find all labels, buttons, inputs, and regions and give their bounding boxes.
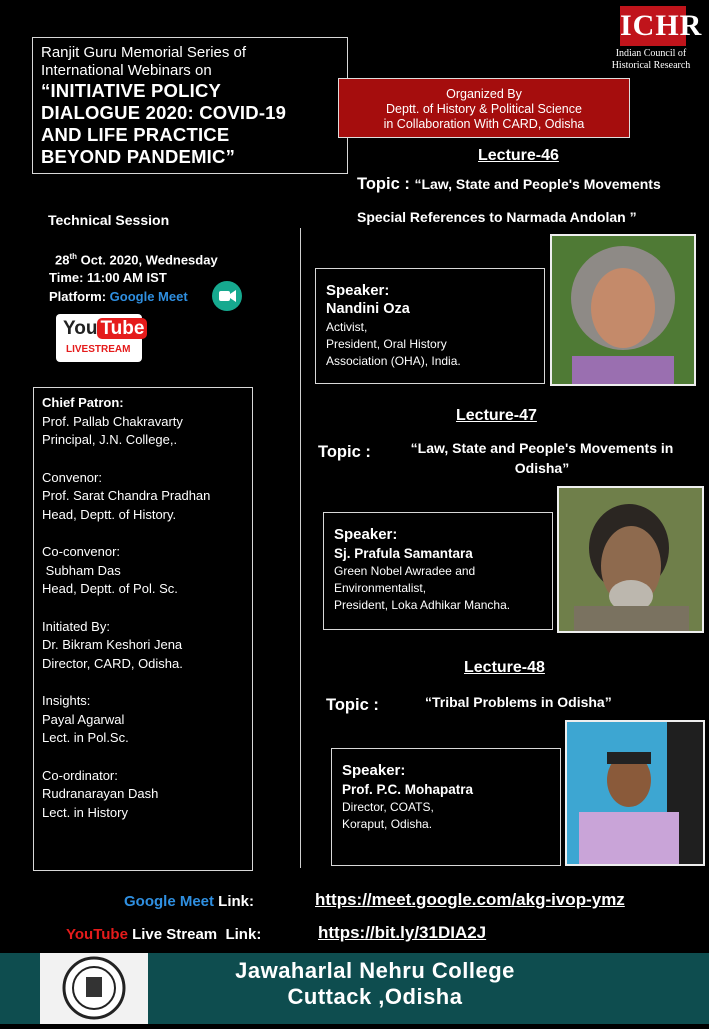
youtube-word: YouTube bbox=[66, 926, 128, 943]
lecture-48-topic-label: Topic : bbox=[326, 696, 379, 714]
ichr-caption bbox=[596, 48, 706, 72]
committee-position: Head, Deptt. of History. bbox=[42, 506, 177, 522]
session-date bbox=[55, 247, 218, 269]
webinar-title-line-3: AND LIFE PRACTICE bbox=[41, 124, 230, 145]
committee-person: Prof. Pallab Chakravarty bbox=[42, 413, 183, 429]
committee-role: Insights: bbox=[42, 693, 91, 708]
google-meet-icon bbox=[212, 281, 242, 311]
google-meet-link-label bbox=[124, 893, 254, 910]
ichr-logo: ICHR bbox=[620, 6, 686, 46]
platform-label: Platform: bbox=[49, 289, 110, 304]
link-suffix: Link: bbox=[214, 893, 255, 910]
lecture-47-title: Lecture-47 bbox=[456, 407, 537, 424]
lecture-46-speaker-box bbox=[315, 268, 545, 384]
topic-label: Topic : bbox=[357, 175, 415, 193]
speaker-detail: Activist, bbox=[326, 320, 368, 334]
lecture-47-topic-text bbox=[392, 438, 692, 478]
committee-role: Co-convenor: bbox=[42, 544, 121, 559]
session-platform bbox=[49, 287, 188, 306]
session-date-day: 28 bbox=[55, 252, 70, 268]
link-suffix: Live Stream Link: bbox=[127, 926, 262, 943]
topic-text-line-2: Odisha” bbox=[514, 460, 570, 476]
session-date-rest: Oct. 2020, Wednesday bbox=[77, 252, 218, 268]
webinar-title-line-1: “INITIATIVE POLICY bbox=[41, 80, 222, 101]
committee-position: Director, CARD, Odisha. bbox=[42, 655, 183, 671]
committee-coordinator bbox=[42, 767, 244, 823]
committee-position: Lect. in Pol.Sc. bbox=[42, 730, 129, 745]
series-line-2: International Webinars on bbox=[41, 62, 212, 79]
organizer-department: Deptt. of History & Political Science bbox=[386, 102, 582, 116]
platform-value: Google Meet bbox=[109, 289, 188, 304]
committee-role: Convenor: bbox=[42, 469, 102, 485]
speaker-label: Speaker: bbox=[326, 282, 390, 299]
google-meet-word: Google Meet bbox=[124, 893, 215, 910]
webinar-title-line-2: DIALOGUE 2020: COVID-19 bbox=[41, 102, 287, 123]
speaker-detail: Association (OHA), India. bbox=[326, 354, 461, 368]
lecture-46-title: Lecture-46 bbox=[478, 147, 559, 164]
speaker-photo-prafula-samantara bbox=[557, 486, 704, 633]
speaker-detail: Environmentalist, bbox=[334, 581, 427, 595]
committee-role: Co-ordinator: bbox=[42, 767, 118, 783]
organized-by-label: Organized By bbox=[446, 87, 522, 101]
lecture-47-topic-label: Topic : bbox=[318, 443, 371, 461]
speaker-detail: President, Loka Adhikar Mancha. bbox=[334, 598, 511, 612]
livestream-label: LIVESTREAM bbox=[66, 344, 131, 355]
committee-position: Lect. in History bbox=[42, 804, 128, 820]
committee-chief-patron bbox=[42, 394, 244, 450]
speaker-detail: President, Oral History bbox=[326, 337, 447, 351]
speaker-name: Prof. P.C. Mohapatra bbox=[342, 782, 474, 797]
speaker-photo-pc-mohapatra bbox=[565, 720, 705, 866]
technical-session-label: Technical Session bbox=[48, 212, 170, 228]
committee-convenor bbox=[42, 469, 244, 525]
speaker-detail: Green Nobel Awradee and bbox=[334, 564, 476, 578]
committee-co-convenor bbox=[42, 543, 244, 599]
lecture-48-title: Lecture-48 bbox=[464, 659, 545, 676]
google-meet-link[interactable]: https://meet.google.com/akg-ivop-ymz bbox=[315, 890, 625, 909]
series-line-1: Ranjit Guru Memorial Series of bbox=[41, 44, 247, 61]
series-title-box bbox=[32, 37, 348, 174]
college-name-line-1: Jawaharlal Nehru College bbox=[235, 958, 515, 983]
committee-box bbox=[33, 387, 253, 871]
committee-person: Payal Agarwal bbox=[42, 711, 125, 727]
session-time: Time: 11:00 AM IST bbox=[49, 270, 167, 285]
topic-text-line-1: “Law, State and People's Movements bbox=[414, 176, 661, 192]
lecture-46-topic-line-2: Special References to Narmada Andolan ” bbox=[357, 209, 637, 225]
speaker-name: Nandini Oza bbox=[326, 301, 410, 317]
youtube-logo-text: You Tube bbox=[63, 318, 147, 340]
college-name-line-2: Cuttack ,Odisha bbox=[287, 984, 463, 1009]
speaker-detail: Director, COATS, bbox=[342, 800, 434, 814]
committee-person: Rudranarayan Dash bbox=[42, 786, 159, 801]
college-seal bbox=[40, 953, 148, 1024]
committee-role: Chief Patron: bbox=[42, 395, 124, 410]
speaker-label: Speaker: bbox=[334, 526, 398, 543]
committee-person: Subham Das bbox=[42, 562, 121, 578]
committee-insights bbox=[42, 692, 244, 748]
speaker-detail: Koraput, Odisha. bbox=[342, 817, 433, 831]
youtube-livestream-badge bbox=[56, 314, 145, 362]
lecture-46-topic bbox=[357, 175, 661, 194]
lecture-47-speaker-box bbox=[323, 512, 553, 630]
lecture-48-topic-text: “Tribal Problems in Odisha” bbox=[425, 694, 612, 710]
topic-text-line-1: “Law, State and People's Movements in bbox=[410, 440, 674, 456]
ichr-caption-line-1: Indian Council of bbox=[615, 48, 687, 59]
committee-initiated-by bbox=[42, 618, 244, 674]
college-name bbox=[160, 958, 590, 1010]
committee-person: Dr. Bikram Keshori Jena bbox=[42, 637, 183, 652]
speaker-photo-nandini-oza bbox=[550, 234, 696, 386]
session-date-sup: th bbox=[69, 252, 78, 261]
committee-position: Head, Deptt. of Pol. Sc. bbox=[42, 581, 178, 596]
organized-by-box bbox=[338, 78, 630, 138]
lecture-48-speaker-box bbox=[331, 748, 561, 866]
organizer-collaboration: in Collaboration With CARD, Odisha bbox=[383, 117, 585, 131]
speaker-name: Sj. Prafula Samantara bbox=[334, 546, 473, 561]
column-divider bbox=[300, 228, 301, 868]
committee-role: Initiated By: bbox=[42, 618, 110, 634]
youtube-link-label bbox=[66, 926, 261, 943]
youtube-link[interactable]: https://bit.ly/31DIA2J bbox=[318, 923, 487, 942]
speaker-label: Speaker: bbox=[342, 762, 406, 779]
ichr-caption-line-2: Historical Research bbox=[611, 60, 691, 71]
committee-position: Principal, J.N. College,. bbox=[42, 432, 178, 447]
webinar-title-line-4: BEYOND PANDEMIC” bbox=[41, 146, 236, 167]
committee-person: Prof. Sarat Chandra Pradhan bbox=[42, 488, 211, 503]
